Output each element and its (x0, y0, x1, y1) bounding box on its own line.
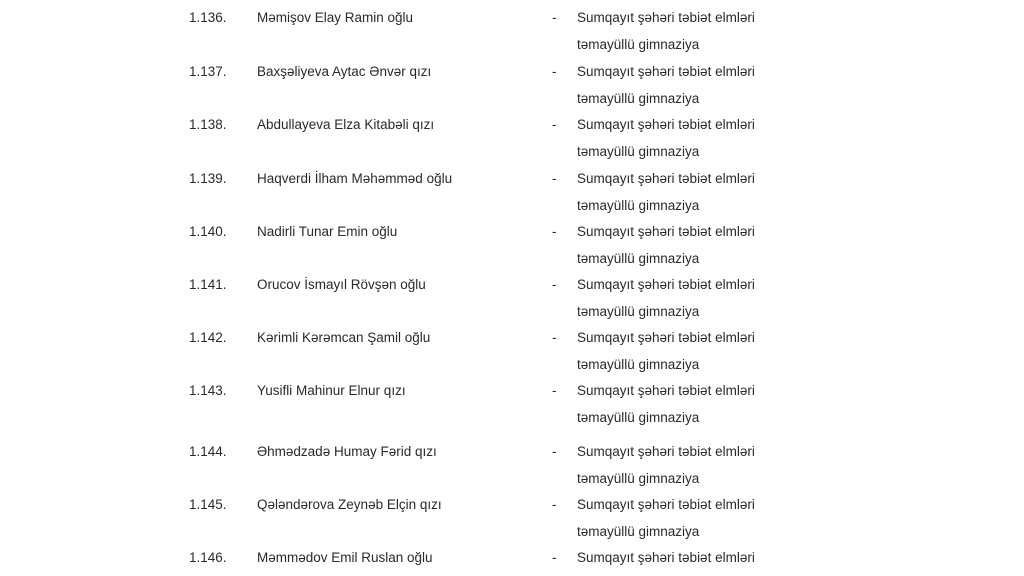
entry-number: 1.139. (189, 171, 227, 186)
list-item (0, 170, 1024, 224)
separator-dash: - (552, 10, 557, 25)
separator-dash: - (552, 330, 557, 345)
person-name: Kərimli Kərəmcan Şamil oğlu (257, 330, 431, 345)
school-line-1: Sumqayıt şəhəri təbiət elmləri (577, 550, 755, 565)
entry-number: 1.137. (189, 64, 227, 79)
school-line-2: təmayüllü gimnaziya (577, 91, 700, 106)
list-item (0, 329, 1024, 383)
list-item (0, 276, 1024, 330)
list-item (0, 116, 1024, 170)
school-line-1: Sumqayıt şəhəri təbiət elmləri (577, 64, 755, 79)
list-item (0, 223, 1024, 277)
person-name: Nadirli Tunar Emin oğlu (257, 224, 398, 239)
entry-number: 1.142. (189, 330, 227, 345)
school-line-1: Sumqayıt şəhəri təbiət elmləri (577, 497, 755, 512)
entry-number: 1.145. (189, 497, 227, 512)
separator-dash: - (552, 117, 557, 132)
school-line-2: təmayüllü gimnaziya (577, 37, 700, 52)
school-line-2: təmayüllü gimnaziya (577, 304, 700, 319)
school-line-1: Sumqayıt şəhəri təbiət elmləri (577, 444, 755, 459)
person-name: Məmişov Elay Ramin oğlu (257, 10, 414, 25)
school-line-2: təmayüllü gimnaziya (577, 198, 700, 213)
entry-number: 1.143. (189, 383, 227, 398)
separator-dash: - (552, 383, 557, 398)
entry-number: 1.138. (189, 117, 227, 132)
list-item (0, 443, 1024, 497)
person-name: Orucov İsmayıl Rövşən oğlu (257, 277, 426, 292)
school-line-2: təmayüllü gimnaziya (577, 524, 700, 539)
school-line-2: təmayüllü gimnaziya (577, 357, 700, 372)
entry-number: 1.146. (189, 550, 227, 565)
separator-dash: - (552, 64, 557, 79)
list-item (0, 63, 1024, 117)
school-line-1: Sumqayıt şəhəri təbiət elmləri (577, 277, 755, 292)
separator-dash: - (552, 224, 557, 239)
entry-number: 1.141. (189, 277, 227, 292)
school-line-2: təmayüllü gimnaziya (577, 251, 700, 266)
school-line-2: təmayüllü gimnaziya (577, 471, 700, 486)
separator-dash: - (552, 550, 557, 565)
school-line-1: Sumqayıt şəhəri təbiət elmləri (577, 383, 755, 398)
person-name: Haqverdi İlham Məhəmməd oğlu (257, 171, 453, 186)
person-name: Əhmədzadə Humay Fərid qızı (257, 444, 437, 459)
list-item (0, 9, 1024, 63)
entry-number: 1.144. (189, 444, 227, 459)
person-name: Baxşəliyeva Aytac Ənvər qızı (257, 64, 432, 79)
person-name: Abdullayeva Elza Kitabəli qızı (257, 117, 435, 132)
school-line-1: Sumqayıt şəhəri təbiət elmləri (577, 330, 755, 345)
person-name: Qələndərova Zeynəb Elçin qızı (257, 497, 442, 512)
school-line-2: təmayüllü gimnaziya (577, 410, 700, 425)
list-item (0, 382, 1024, 436)
separator-dash: - (552, 444, 557, 459)
school-line-1: Sumqayıt şəhəri təbiət elmləri (577, 10, 755, 25)
school-line-2: təmayüllü gimnaziya (577, 144, 700, 159)
separator-dash: - (552, 277, 557, 292)
entry-number: 1.136. (189, 10, 227, 25)
separator-dash: - (552, 171, 557, 186)
school-line-1: Sumqayıt şəhəri təbiət elmləri (577, 117, 755, 132)
separator-dash: - (552, 497, 557, 512)
person-name: Məmmədov Emil Ruslan oğlu (257, 550, 433, 565)
entry-number: 1.140. (189, 224, 227, 239)
school-line-1: Sumqayıt şəhəri təbiət elmləri (577, 171, 755, 186)
school-line-1: Sumqayıt şəhəri təbiət elmləri (577, 224, 755, 239)
person-name: Yusifli Mahinur Elnur qızı (257, 383, 406, 398)
list-item (0, 549, 1024, 576)
list-item (0, 496, 1024, 550)
